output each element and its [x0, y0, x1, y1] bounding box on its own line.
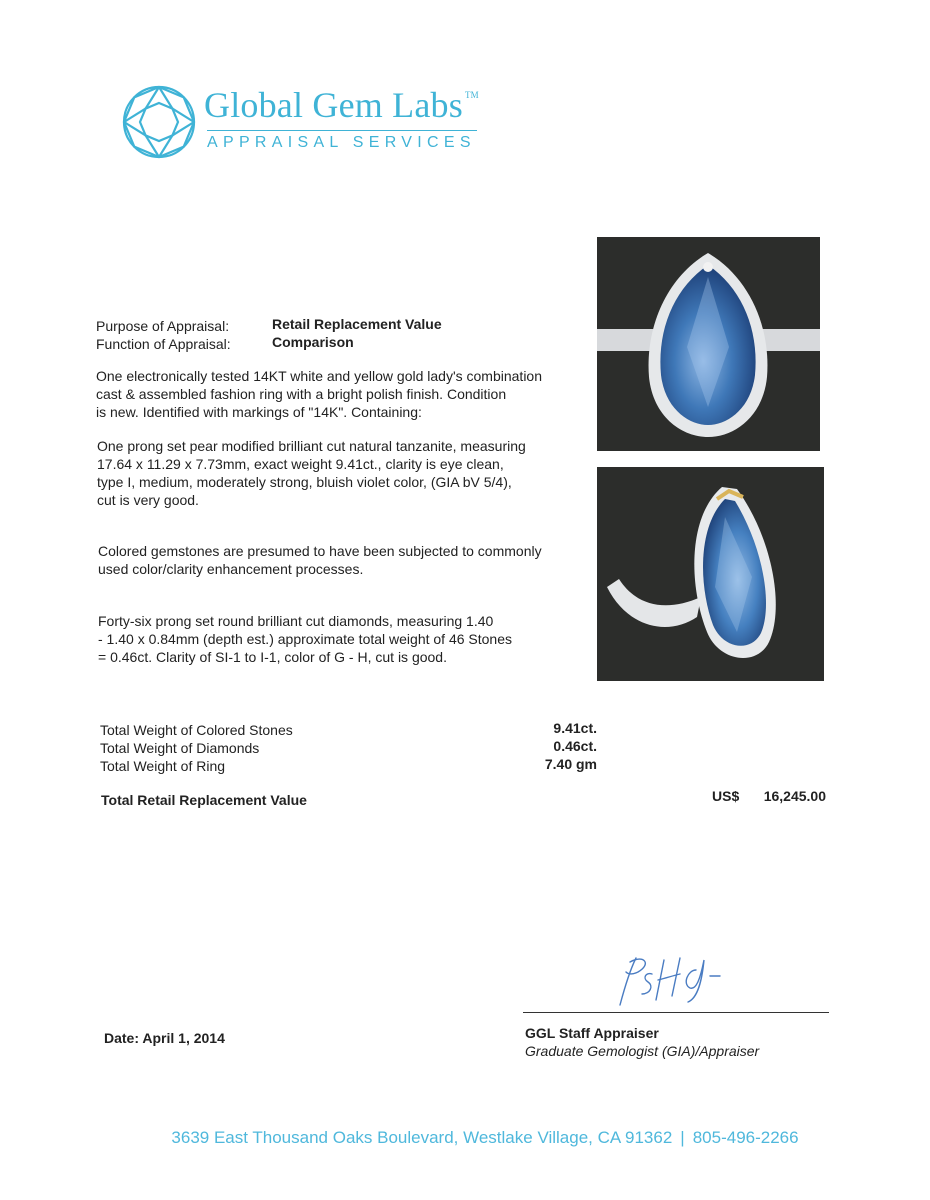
enhancement-disclosure — [98, 542, 542, 578]
tanzanite-description — [97, 437, 526, 509]
enhancement-line: Colored gemstones are presumed to have been subjected to commonly — [98, 543, 542, 559]
brand-name — [204, 84, 479, 126]
brand-divider — [207, 130, 477, 131]
diamonds-description-line: - 1.40 x 0.84mm (depth est.) approximate total weight of 46 Stones — [98, 631, 512, 647]
appraiser-signature — [600, 950, 730, 1010]
totals-row-value: 0.46ct. — [553, 738, 597, 754]
brand-subtitle: APPRAISAL SERVICES — [207, 134, 476, 151]
ring-photo-angle-view — [597, 467, 824, 681]
retail-value-amount: 16,245.00 — [763, 788, 826, 804]
signature-line — [523, 1012, 829, 1013]
footer-address: 3639 East Thousand Oaks Boulevard, Westlake Village, CA 91362 — [171, 1128, 673, 1147]
totals-row-value: 9.41ct. — [553, 720, 597, 736]
function-value: Comparison — [272, 334, 354, 350]
footer-contact — [0, 1128, 930, 1148]
ring-description-line: cast & assembled fashion ring with a bright polish finish. Condition — [96, 386, 507, 402]
trademark: TM — [464, 90, 479, 100]
tanzanite-description-line: 17.64 x 11.29 x 7.73mm, exact weight 9.41ct., clarity is eye clean, — [97, 456, 504, 472]
totals-row-label: Total Weight of Colored Stones — [100, 722, 293, 738]
ring-description — [96, 367, 542, 421]
purpose-value: Retail Replacement Value — [272, 316, 442, 332]
brand-name-text: Global Gem Labs — [204, 85, 463, 125]
appraiser-title: GGL Staff Appraiser — [525, 1025, 659, 1041]
tanzanite-description-line: One prong set pear modified brilliant cut natural tanzanite, measuring — [97, 438, 526, 454]
tanzanite-description-line: type I, medium, moderately strong, bluish violet color, (GIA bV 5/4), — [97, 474, 512, 490]
ring-description-line: One electronically tested 14KT white and yellow gold lady's combination — [96, 368, 542, 384]
round-brilliant-diamond-icon — [121, 84, 197, 160]
totals-row-label: Total Weight of Ring — [100, 758, 226, 774]
diamonds-description-line: Forty-six prong set round brilliant cut diamonds, measuring 1.40 — [98, 613, 494, 629]
function-label: Function of Appraisal: — [96, 336, 231, 352]
totals-row-value: 7.40 gm — [544, 756, 597, 772]
appraiser-credentials: Graduate Gemologist (GIA)/Appraiser — [525, 1043, 760, 1059]
retail-value-label: Total Retail Replacement Value — [101, 792, 307, 808]
footer-separator: | — [680, 1128, 685, 1147]
footer-phone: 805-496-2266 — [692, 1128, 799, 1147]
ring-top-view-image — [597, 237, 820, 451]
appraisal-date: Date: April 1, 2014 — [104, 1030, 225, 1046]
totals-row-label: Total Weight of Diamonds — [100, 740, 260, 756]
ring-photo-top-view — [597, 237, 820, 451]
currency-label: US$ — [712, 788, 740, 804]
tanzanite-description-line: cut is very good. — [97, 492, 199, 508]
ring-description-line: is new. Identified with markings of "14K". Containing: — [96, 404, 422, 420]
ring-angle-view-image — [597, 467, 824, 681]
enhancement-line: used color/clarity enhancement processes. — [98, 561, 364, 577]
purpose-label: Purpose of Appraisal: — [96, 318, 230, 334]
diamonds-description — [98, 612, 512, 666]
diamonds-description-line: = 0.46ct. Clarity of SI-1 to I-1, color of G - H, cut is good. — [98, 649, 447, 665]
